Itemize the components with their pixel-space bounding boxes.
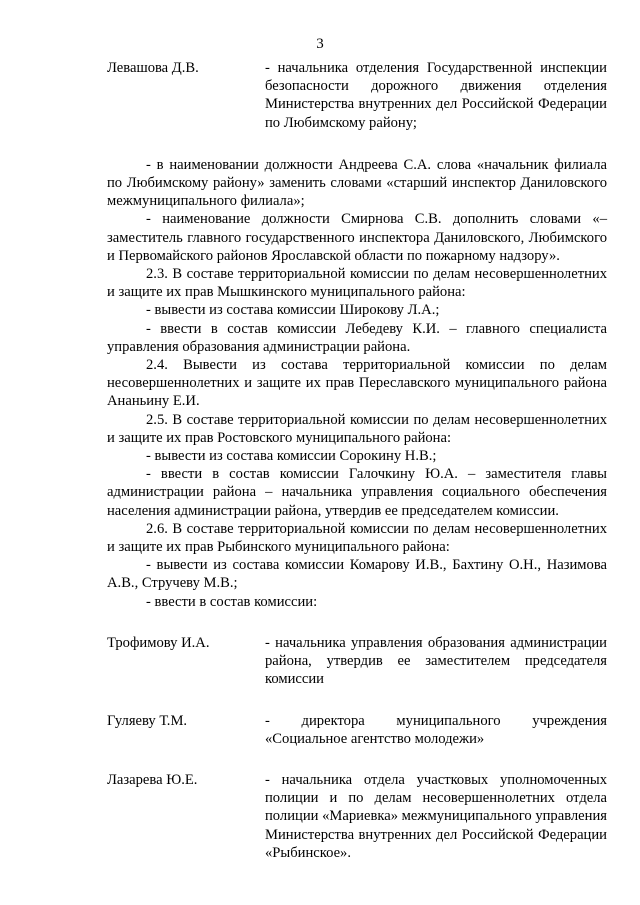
member-entry [107,771,607,862]
member-name: Трофимову И.А. [107,634,210,651]
member-description: - начальника отделения Государственной инспекции безопасности дорожного движения отделения Министерства внутренних дел Российской Федерации по Любимскому району; [265,60,607,131]
page-number: 3 [316,36,324,52]
paragraph: - в наименовании должности Андреева С.А. слова «начальник филиала по Любимскому району» заменить словами «старший инспектор Даниловского межмуниципального филиала»; [107,156,607,210]
paragraph: - вывести из состава комиссии Сорокину Н.В.; [146,448,437,465]
paragraph: - ввести в состав комиссии Галочкину Ю.А. – заместителя главы администрации района – начальника управления социального обеспечения населения администрации района, утвердив ее председателем комиссии. [107,466,607,519]
member-description: - директора муниципального учреждения «Социальное агентство молодежи» [265,712,607,747]
member-name: Лазарева Ю.Е. [107,771,198,788]
member-description: - начальника отдела участковых уполномоченных полиции и по делам несовершеннолетних отдела полиции «Мариевка» межмуниципального управления Министерства внутренних дел Российской Федерации «Рыбинское». [265,771,607,861]
member-entry [107,712,607,748]
member-description: - начальника управления образования администрации района, утвердив ее заместителем председателя комиссии [265,634,607,688]
paragraph: 2.6. В составе территориальной комиссии по делам несовершеннолетних и защите их прав Рыбинского муниципального района: [107,520,607,556]
member-entry [107,59,607,132]
paragraph: - ввести в состав комиссии: [146,593,318,610]
paragraph: - наименование должности Смирнова С.В. дополнить словами «– заместитель главного государственного инспектора Даниловского, Любимского и Первомайского районов Ярославской области по пожарному надзору». [107,211,607,264]
member-name: Гуляеву Т.М. [107,712,188,729]
paragraph: - вывести из состава комиссии Широкову Л.А.; [146,302,440,319]
member-name: Левашова Д.В. [107,60,199,76]
paragraph: 2.3. В составе территориальной комиссии по делам несовершеннолетних и защите их прав Мышкинского муниципального района: [107,266,607,301]
document-body [107,59,607,862]
paragraph: - ввести в состав комиссии Лебедеву К.И. – главного специалиста управления образования администрации района. [107,320,607,355]
paragraph: - вывести из состава комиссии Комарову И.В., Бахтину О.Н., Назимова А.В., Стручеву М.В.; [107,557,607,592]
paragraph: 2.4. Вывести из состава территориальной комиссии по делам несовершеннолетних и защите их прав Переславского муниципального района Ананьину Е.И. [107,357,607,410]
paragraph: 2.5. В составе территориальной комиссии по делам несовершеннолетних и защите их прав Ростовского муниципального района: [107,411,607,446]
member-entry [107,634,607,689]
